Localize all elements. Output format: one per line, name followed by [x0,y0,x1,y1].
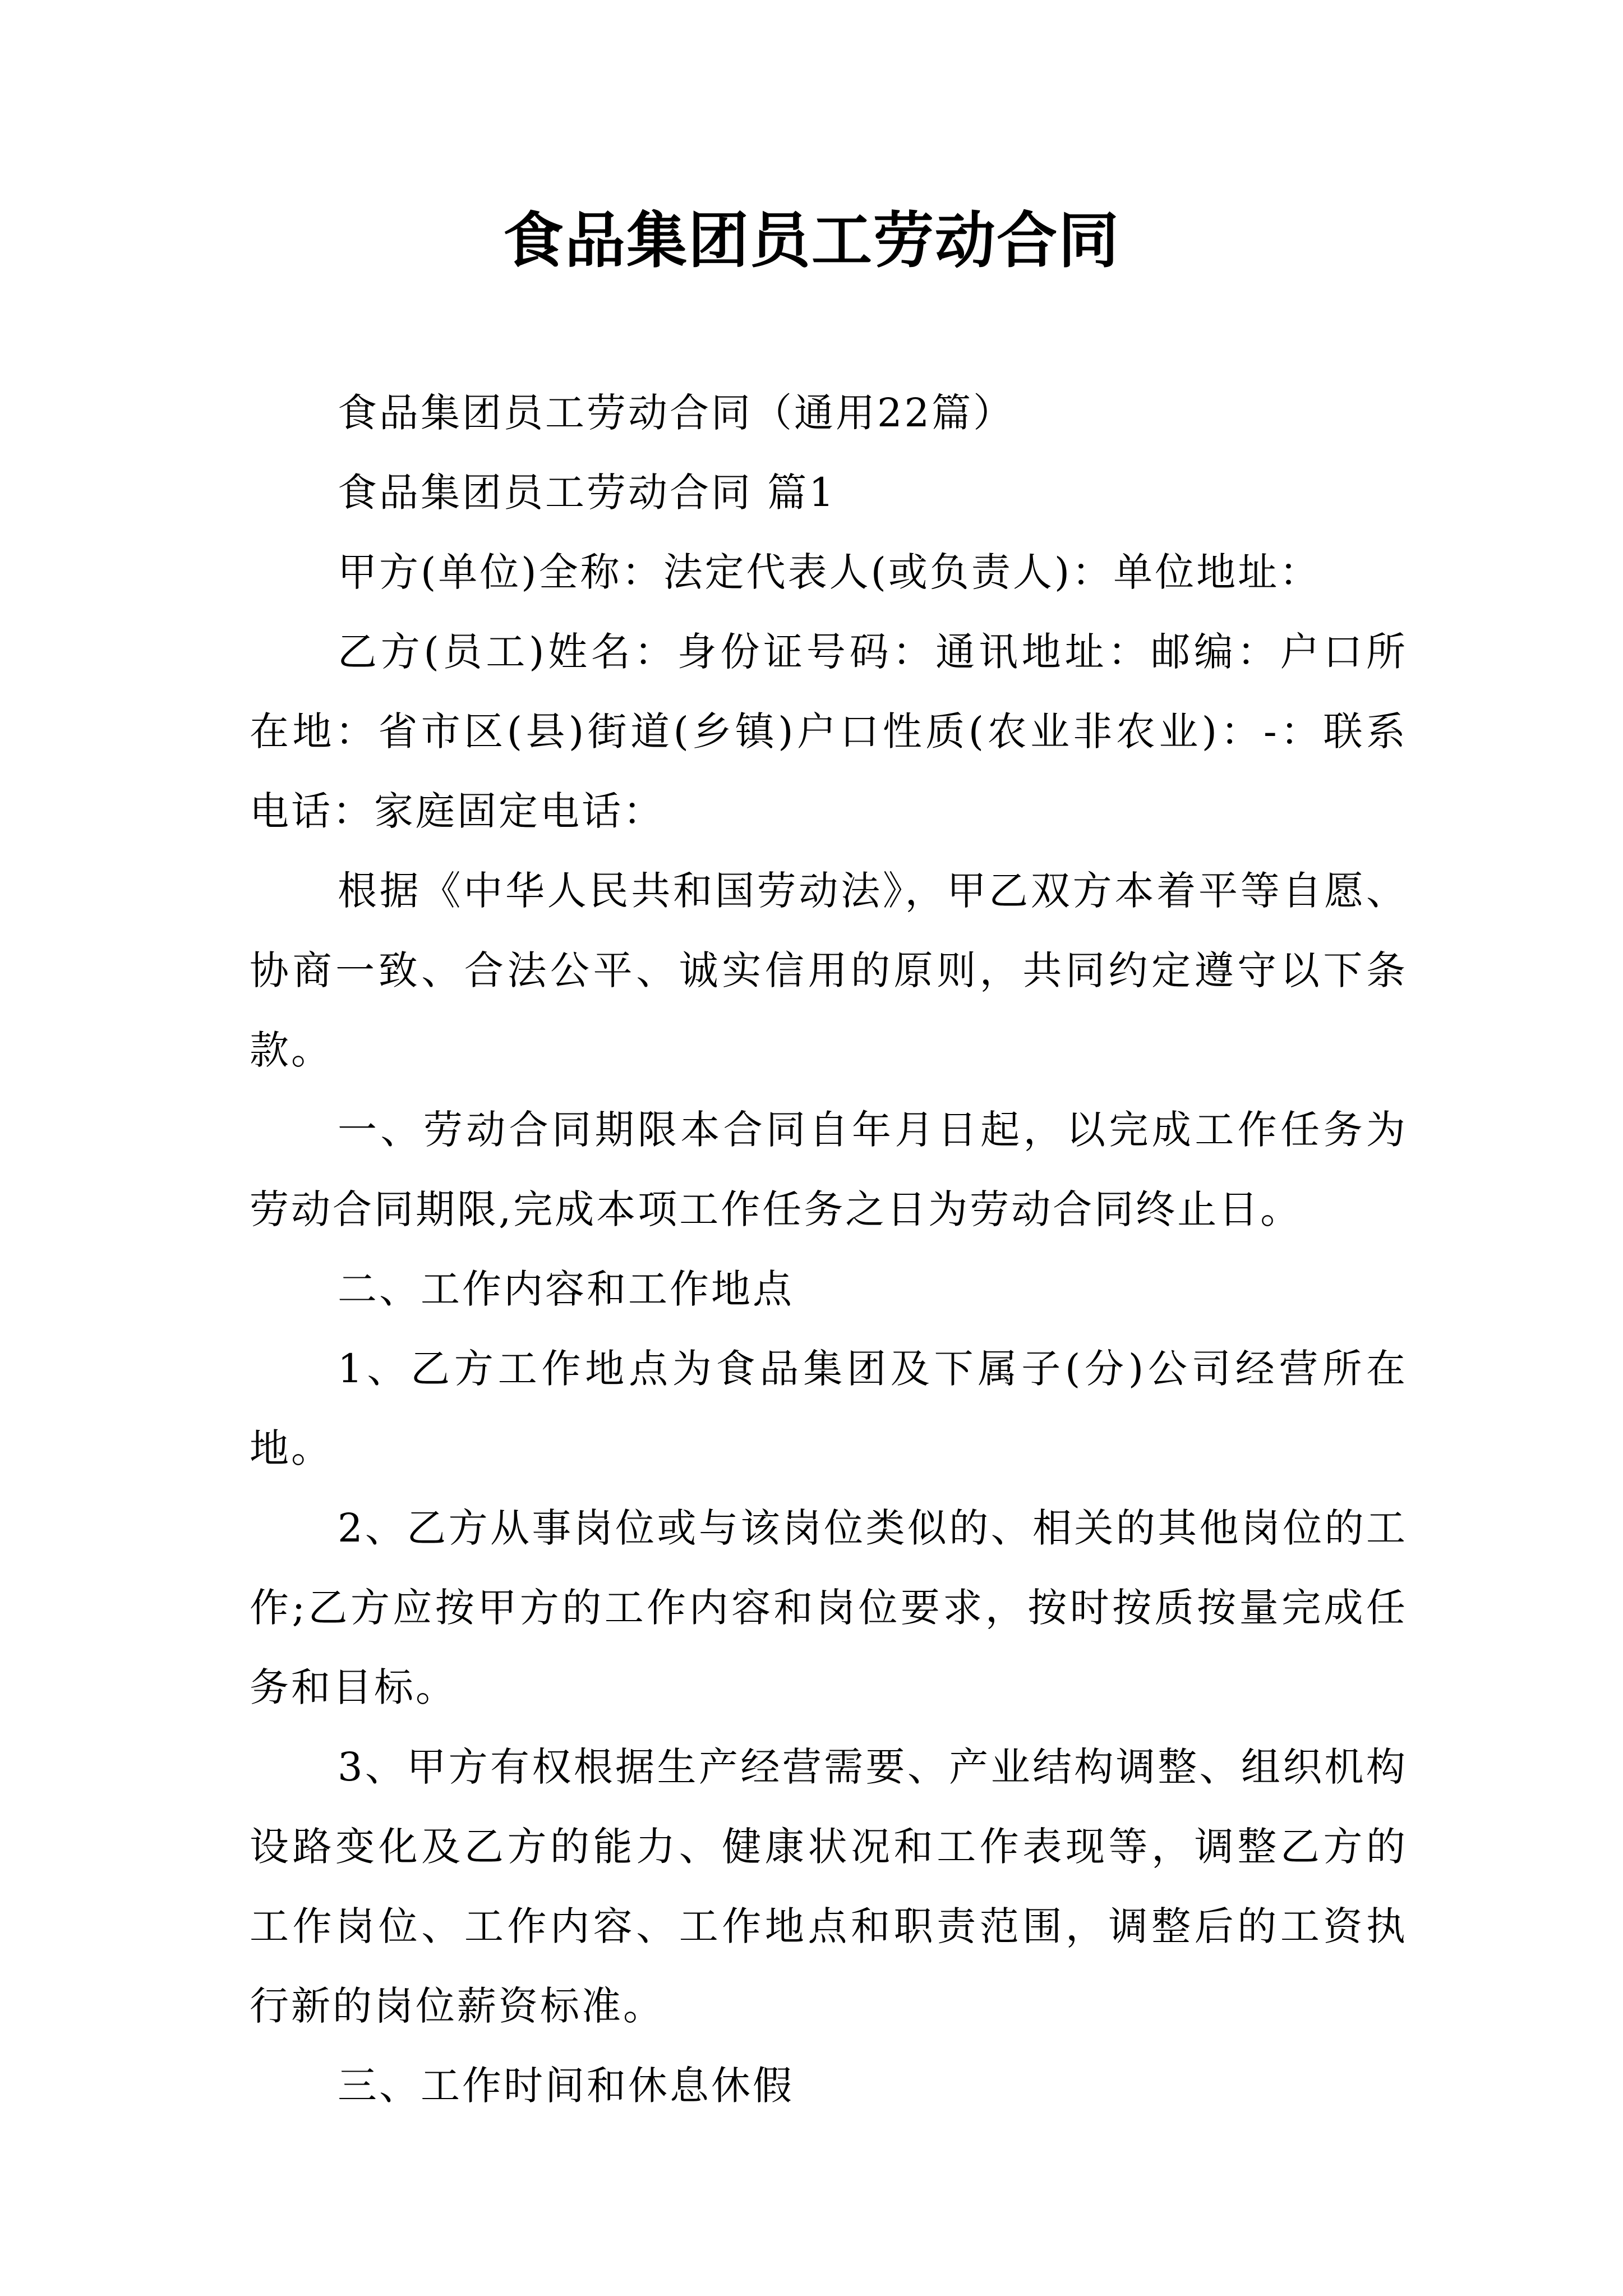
paragraph-preamble: 根据《中华人民共和国劳动法》，甲乙双方本着平等自愿、协商一致、合法公平、诚实信用的原则，共同约定遵守以下条款。 [250,868,1408,1073]
paragraph-clause-2-3: 3、甲方有权根据生产经营需要、产业结构调整、组织机构设路变化及乙方的能力、健康状况和工作表现等，调整乙方的工作岗位、工作内容、工作地点和职责范围，调整后的工资执行新的岗位薪资标准。 [250,1744,1408,2029]
paragraph-section-heading: 食品集团员工劳动合同 篇1 [338,470,836,516]
paragraph-clause-3-heading: 三、工作时间和休息休假 [338,2063,794,2109]
paragraph-clause-2-heading: 二、工作内容和工作地点 [338,1266,794,1312]
paragraph-clause-2-1: 1、乙方工作地点为食品集团及下属子(分)公司经营所在地。 [250,1346,1408,1471]
paragraph-party-b: 乙方(员工)姓名：身份证号码：通讯地址：邮编：户口所在地：省市区(县)街道(乡镇)户口性质(农业非农业)：-：联系电话：家庭固定电话： [250,629,1408,834]
paragraph-clause-2-2: 2、乙方从事岗位或与该岗位类似的、相关的其他岗位的工作;乙方应按甲方的工作内容和岗位要求，按时按质按量完成任务和目标。 [250,1505,1408,1710]
paragraph-party-a: 甲方(单位)全称：法定代表人(或负责人)：单位地址： [338,549,1321,595]
paragraph-subtitle: 食品集团员工劳动合同（通用22篇） [338,390,1015,436]
paragraph-clause-1: 一、劳动合同期限本合同自年月日起，以完成工作任务为劳动合同期限,完成本项工作任务之日为劳动合同终止日。 [250,1107,1408,1232]
document-body [250,373,1408,2125]
document-title: 食品集团员工劳动合同 [502,206,1120,276]
